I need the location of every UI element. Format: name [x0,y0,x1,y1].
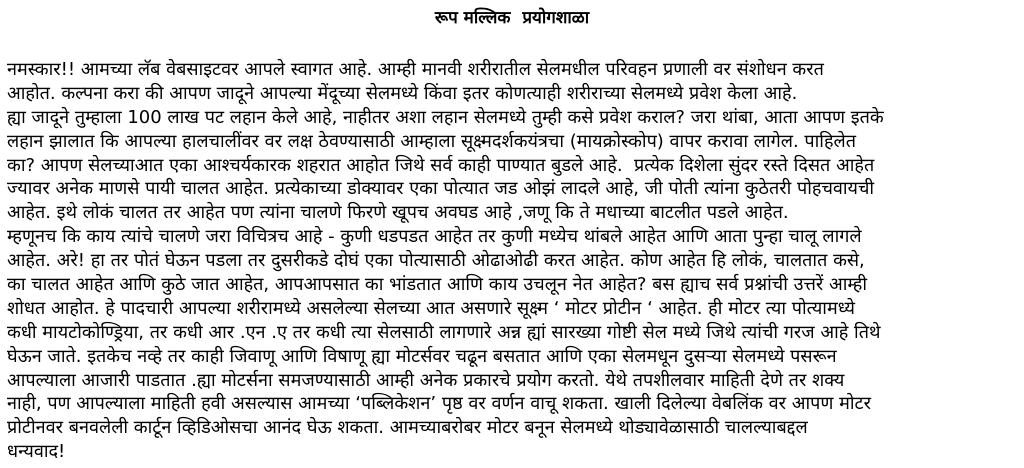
text-line: ज्यावर अनेक माणसे पायी चालत आहेत. प्रत्येकाच्या डोक्यावर एका पोत्यात जड ओझं लादले आहे, जी पोती त्यांना कुठेतरी पोहचवायची [7,178,875,200]
text-line: शोधत आहोत. हे पादचारी आपल्या शरीरामध्ये असलेल्या सेलच्या आत असणारे सूक्ष्म ‘ मोटर प्रोटीन ‘ आहेत. ही मोटर त्या पोत्यामध्ये [7,297,855,319]
text-line: प्रोटीनवर बनवलेली कार्टून व्हिडिओसचा आनंद घेऊ शकता. आमच्याबरोबर मोटर बनून सेलमध्ये थोड्यावेळासाठी चालल्याबद्दल [7,417,808,439]
text-line: लहान झालात कि आपल्या हालचालींवर वर लक्ष ठेवण्यासाठी आम्हाला सूक्ष्मदर्शकयंत्रचा (मायक्रोस्कोप) वापर करावा लागेल. पाहिलेत [7,130,856,152]
text-line: धन्यवाद! [7,441,66,463]
text-line: आहोत. कल्पना करा की आपण जादूने आपल्या मेंदूच्या सेलमध्ये किंवा इतर कोणत्याही शरीराच्या सेलमध्ये प्रवेश केला आहे. [7,82,798,104]
text-line: नाही, पण आपल्याला माहिती हवी असल्यास आमच्या ‘पब्लिकेशन’ पृष्ठ वर वर्णन वाचू शकता. खाली दिलेल्या वेबलिंक वर आपण मोटर [7,393,871,415]
text-line: ह्या जादूने तुम्हाला 100 लाख पट लहान केले आहे, नाहीतर अशा लहान सेलमध्ये तुम्ही कसे प्रवेश कराल? जरा थांबा, आता आपण इतके [7,106,884,128]
text-line: का चालत आहेत आणि कुठे जात आहेत, आपआपसात का भांडतात आणि काय उचलून नेत आहेत? बस ह्याच सर्व प्रश्नांची उत्तरें आम्ही [7,274,868,296]
text-line: आपल्याला आजारी पाडतात .ह्या मोटर्सना समजण्यासाठी आम्ही अनेक प्रकारचे प्रयोग करतो. येथे तपशीलवार माहिती देणे तर शक्य [7,369,845,391]
text-line: नमस्कार!! आमच्या लॅब वेबसाइटवर आपले स्वागत आहे. आम्ही मानवी शरीरातील सेलमधील परिवहन प्रणाली वर संशोधन करत [7,59,824,80]
page-title: रूप मल्लिक प्रयोगशाळा [434,8,590,28]
intro-text [7,58,1017,464]
text-line: आहेत. अरे! हा तर पोतं घेऊन पडला तर दुसरीकडे दोघं एका पोत्यासाठी ओढाओढी करत आहेत. कोण आहेत हि लोकं, चालतात कसे, [7,250,865,272]
text-line: का? आपण सेलच्याआत एका आश्चर्यकारक शहरात आहोत जिथे सर्व काही पाण्यात बुडले आहे. प्रत्येक दिशेला सुंदर रस्ते दिसत आहेत [7,154,875,176]
text-line: म्हणूनच कि काय त्यांचे चालणे जरा विचित्रच आहे - कुणी धडपडत आहेत तर कुणी मध्येच थांबले आहेत आणि आता पुन्हा चालू लागले [7,226,862,248]
text-line: आहेत. इथे लोकं चालत तर आहेत पण त्यांना चालणे फिरणे खूपच अवघड आहे ,जणू कि ते मधाच्या बाटलीत पडले आहेत. [7,202,789,224]
text-line: घेऊन जाते. इतकेच नव्हे तर काही जिवाणू आणि विषाणू ह्या मोटर्सवर चढून बसतात आणि एका सेलमधून दुसऱ्या सेलमध्ये पसरून [7,345,837,367]
text-line: कधी मायटोकोण्ड्रिया, तर कधी आर .एन .ए तर कधी त्या सेलसाठी लागणारे अन्न ह्यां सारख्या गोष्टी सेल मध्ये जिथे त्यांची गरज आहे तिथे [7,321,881,343]
